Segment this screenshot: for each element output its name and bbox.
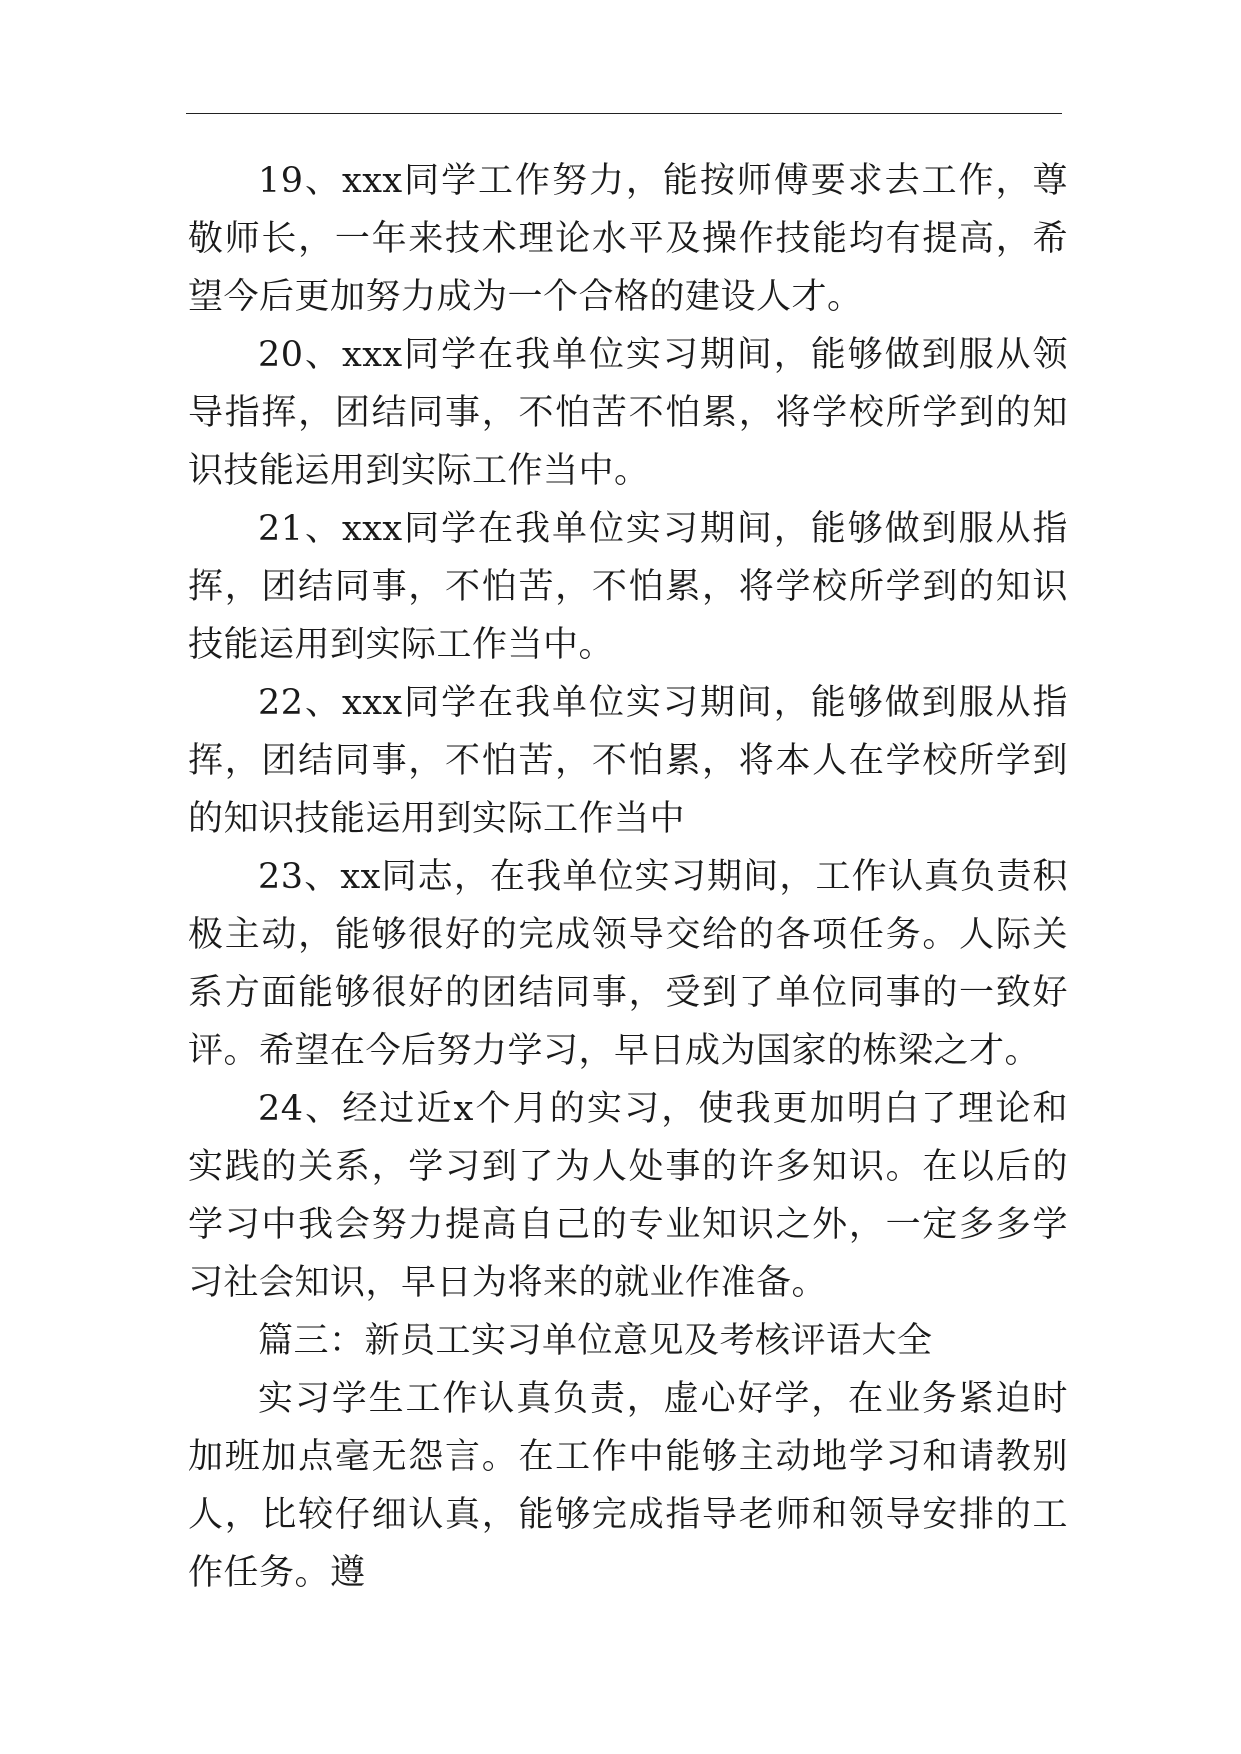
document-body xyxy=(188,152,1068,1602)
paragraph-19: 19、xxx同学工作努力，能按师傅要求去工作，尊敬师长，一年来技术理论水平及操作技能均有提高，希望今后更加努力成为一个合格的建设人才。 xyxy=(188,161,1068,317)
paragraph-21: 21、xxx同学在我单位实习期间，能够做到服从指挥，团结同事，不怕苦，不怕累，将学校所学到的知识技能运用到实际工作当中。 xyxy=(188,509,1068,665)
paragraph-intern-evaluation: 实习学生工作认真负责，虚心好学，在业务紧迫时加班加点毫无怨言。在工作中能够主动地学习和请教别人，比较仔细认真，能够完成指导老师和领导安排的工作任务。遵 xyxy=(188,1379,1068,1593)
paragraph-20: 20、xxx同学在我单位实习期间，能够做到服从领导指挥，团结同事，不怕苦不怕累，将学校所学到的知识技能运用到实际工作当中。 xyxy=(188,335,1068,491)
section-heading: 篇三：新员工实习单位意见及考核评语大全 xyxy=(258,1321,933,1361)
paragraph-24: 24、经过近x个月的实习，使我更加明白了理论和实践的关系，学习到了为人处事的许多知识。在以后的学习中我会努力提高自己的专业知识之外，一定多多学习社会知识，早日为将来的就业作准备。 xyxy=(188,1089,1068,1303)
paragraph-23: 23、xx同志，在我单位实习期间，工作认真负责积极主动，能够很好的完成领导交给的各项任务。人际关系方面能够很好的团结同事，受到了单位同事的一致好评。希望在今后努力学习，早日成为国家的栋梁之才。 xyxy=(188,857,1068,1071)
header-divider xyxy=(186,113,1062,114)
paragraph-22: 22、xxx同学在我单位实习期间，能够做到服从指挥，团结同事，不怕苦，不怕累，将本人在学校所学到的知识技能运用到实际工作当中 xyxy=(188,683,1068,839)
